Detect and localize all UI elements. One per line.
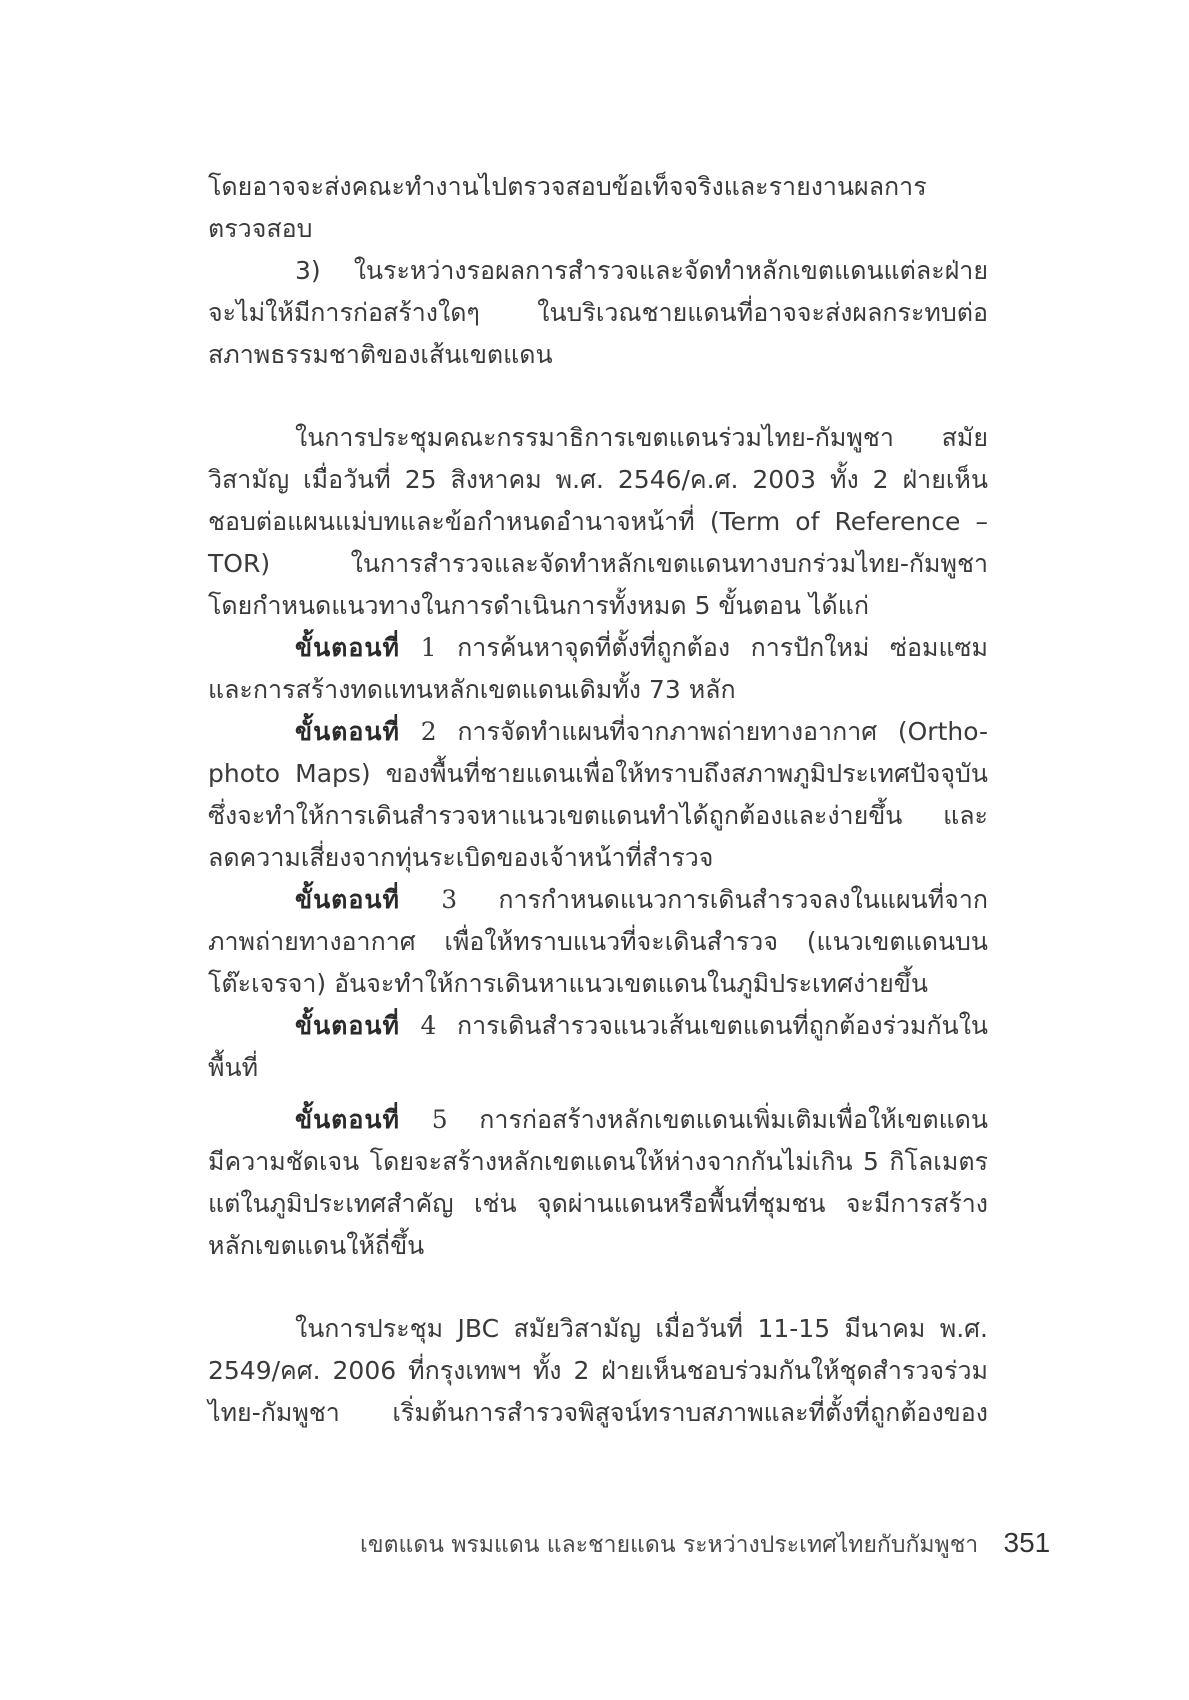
step-3-first-line: [295, 880, 988, 920]
para3-line-4: TOR) ในการสำรวจและจัดทำหลักเขตแดนทางบกร่วมไทย-กัมพูชา: [208, 549, 988, 578]
para3-line-3: ชอบต่อแผนแม่บทและข้อกำหนดอำนาจหน้าที่ (Term of Reference –: [208, 507, 988, 536]
step-2-line-2: photo Maps) ของพื้นที่ชายแดนเพื่อให้ทราบถึงสภาพภูมิประเทศปัจจุบัน: [208, 759, 988, 788]
step-1-number: 1: [420, 633, 437, 662]
para2-line-1: 3) ในระหว่างรอผลการสำรวจและจัดทำหลักเขตแดนแต่ละฝ่าย: [295, 256, 988, 285]
step-2-text: การจัดทำแผนที่จากภาพถ่ายทางอากาศ (Ortho-: [457, 717, 988, 746]
step-2-line-3: ซึ่งจะทำให้การเดินสำรวจหาแนวเขตแดนทำได้ถูกต้องและง่ายขึ้น และ: [208, 801, 988, 830]
step-5-label: ขั้นตอนที่: [295, 1105, 400, 1134]
step-2-line-4: ลดความเสี่ยงจากทุ่นระเบิดของเจ้าหน้าที่สำรวจ: [208, 843, 714, 872]
step-4-label: ขั้นตอนที่: [295, 1011, 400, 1040]
step-5-line-2: มีความชัดเจน โดยจะสร้างหลักเขตแดนให้ห่างจากกันไม่เกิน 5 กิโลเมตร: [208, 1147, 988, 1176]
step-1-line-2: และการสร้างทดแทนหลักเขตแดนเดิมทั้ง 73 หลัก: [208, 675, 736, 704]
step-2-label: ขั้นตอนที่: [295, 717, 400, 746]
step-3-label: ขั้นตอนที่: [295, 885, 400, 914]
step-5-first-line: [295, 1100, 988, 1140]
para2-line-2: จะไม่ให้มีการก่อสร้างใดๆ ในบริเวณชายแดนที่อาจจะส่งผลกระทบต่อ: [208, 298, 988, 327]
para4-line-2: 2549/คศ. 2006 ที่กรุงเทพฯ ทั้ง 2 ฝ่ายเห็นชอบร่วมกันให้ชุดสำรวจร่วม: [208, 1356, 988, 1385]
page-number: 351: [1003, 1527, 1051, 1558]
step-2-number: 2: [420, 717, 437, 746]
para2-line-3: สภาพธรรมชาติของเส้นเขตแดน: [208, 340, 553, 369]
step-4-line-2: พื้นที่: [208, 1053, 259, 1082]
step-5-number: 5: [431, 1105, 448, 1134]
step-3-number: 3: [441, 885, 458, 914]
running-title: เขตแดน พรมแดน และชายแดน ระหว่างประเทศไทยกับกัมพูชา: [360, 1532, 979, 1558]
step-1-label: ขั้นตอนที่: [295, 633, 400, 662]
step-3-line-2: ภาพถ่ายทางอากาศ เพื่อให้ทราบแนวที่จะเดินสำรวจ (แนวเขตแดนบน: [208, 927, 988, 956]
para3-line-1: ในการประชุมคณะกรรมาธิการเขตแดนร่วมไทย-กัมพูชา สมัย: [295, 423, 988, 452]
para3-line-2: วิสามัญ เมื่อวันที่ 25 สิงหาคม พ.ศ. 2546/ค.ศ. 2003 ทั้ง 2 ฝ่ายเห็น: [208, 465, 988, 494]
para4-line-1: ในการประชุม JBC สมัยวิสามัญ เมื่อวันที่ 11-15 มีนาคม พ.ศ.: [295, 1314, 988, 1343]
step-1-text: การค้นหาจุดที่ตั้งที่ถูกต้อง การปักใหม่ ซ่อมแซม: [457, 633, 989, 662]
step-4-first-line: [295, 1006, 988, 1046]
step-3-line-3: โต๊ะเจรจา) อันจะทำให้การเดินหาแนวเขตแดนในภูมิประเทศง่ายขึ้น: [208, 969, 928, 998]
step-5-text: การก่อสร้างหลักเขตแดนเพิ่มเติมเพื่อให้เขตแดน: [479, 1105, 989, 1134]
step-2-first-line: [295, 712, 988, 752]
step-3-text: การกำหนดแนวการเดินสำรวจลงในแผนที่จาก: [498, 885, 988, 914]
page-footer: [360, 1523, 1051, 1565]
step-4-text: การเดินสำรวจแนวเส้นเขตแดนที่ถูกต้องร่วมกันใน: [457, 1011, 989, 1040]
step-5-line-3: แต่ในภูมิประเทศสำคัญ เช่น จุดผ่านแดนหรือพื้นที่ชุมชน จะมีการสร้าง: [208, 1189, 988, 1218]
step-1-first-line: [295, 628, 988, 668]
para3-line-5: โดยกำหนดแนวทางในการดำเนินการทั้งหมด 5 ขั้นตอน ได้แก่: [208, 591, 869, 620]
para4-line-3: ไทย-กัมพูชา เริ่มต้นการสำรวจพิสูจน์ทราบสภาพและที่ตั้งที่ถูกต้องของ: [208, 1398, 988, 1427]
step-4-number: 4: [420, 1011, 437, 1040]
step-5-line-4: หลักเขตแดนให้ถี่ขึ้น: [208, 1231, 425, 1260]
para1-line-1: โดยอาจจะส่งคณะทำงานไปตรวจสอบข้อเท็จจริงและรายงานผลการ: [208, 172, 927, 201]
para1-line-2: ตรวจสอบ: [208, 214, 313, 243]
